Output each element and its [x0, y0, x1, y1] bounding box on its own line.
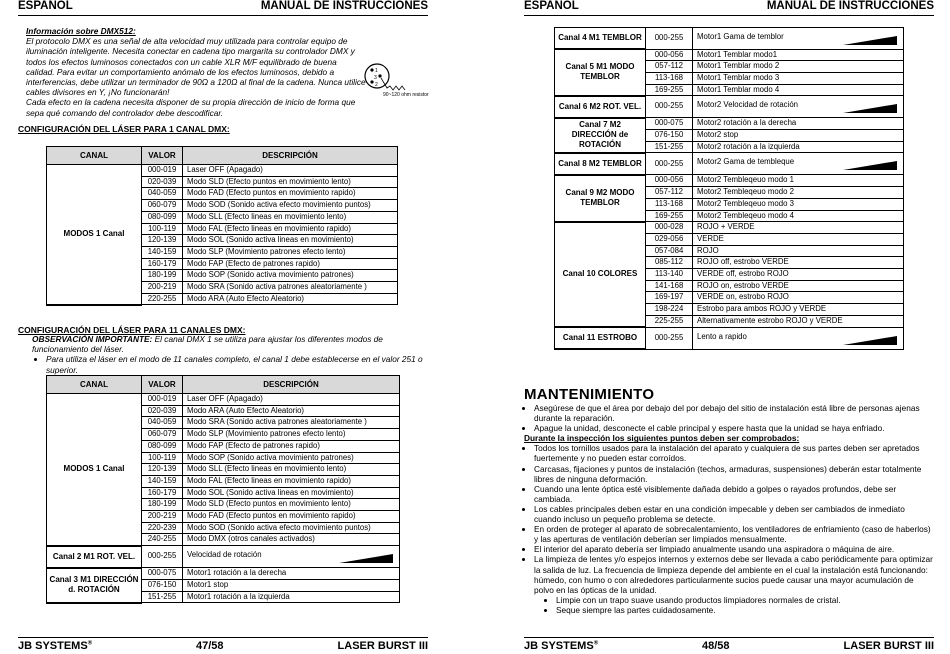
description-cell	[183, 223, 398, 235]
description-cell	[183, 258, 398, 270]
description-cell	[183, 165, 398, 177]
value-cell: 100-119	[142, 223, 183, 235]
description-text: Modo SLP (Movimiento patrones efecto lento)	[187, 429, 346, 439]
description-cell	[693, 84, 904, 96]
value-cell: 000-075	[142, 568, 183, 580]
description-text: Motor1 Gama de temblor	[697, 31, 784, 41]
description-cell	[183, 211, 398, 223]
description-cell	[693, 61, 904, 73]
table-row	[555, 175, 904, 187]
note-label: OBSERVACIÓN IMPORTANTE:	[32, 334, 153, 344]
value-cell: 140-159	[142, 246, 183, 258]
description-cell	[183, 579, 400, 591]
list-item: • Limpie con un trapo suave usando productos limpiadores normales de cristal.	[556, 595, 934, 605]
value-cell: 020-039	[142, 405, 183, 417]
description-text: Modo SLL (Efecto lineas en movimiento lento)	[187, 211, 347, 221]
product-name: LASER BURST III	[843, 640, 934, 652]
language-label: ESPAÑOL	[524, 0, 579, 12]
page-header	[18, 0, 428, 16]
ramp-icon	[843, 161, 897, 170]
description-text: Motor2 rotación a la derecha	[697, 118, 797, 128]
value-cell: 057-084	[646, 245, 693, 257]
description-text: Estrobo para ambos ROJO y VERDE	[697, 304, 827, 314]
maintenance-section	[524, 403, 934, 615]
description-cell	[693, 153, 904, 175]
description-text: VERDE on, estrobo ROJO	[697, 292, 789, 302]
description-text: Motor1 Temblar modo 3	[697, 72, 780, 82]
list-item: • La limpieza de lentes y/o espejos internos y externos debe ser llevada a cabo periódicamente para optimizar la salida de luz. La frecuencia de limpieza depende del ambiente en el cual la instalación está funcionando: húmedo, con humo o con alrededores particularmente sucios puede causar una mayor acumulación de polvo en las ópticas de la unidad.	[534, 554, 934, 594]
value-cell: 198-224	[646, 304, 693, 316]
value-cell: 057-112	[646, 187, 693, 199]
description-cell	[183, 270, 398, 282]
description-text: Modo SLD (Efecto puntos en movimiento lento)	[187, 499, 351, 509]
list-item: • Apague la unidad, desconecte el cable principal y espere hasta que la unidad se haya enfriado.	[534, 423, 934, 433]
description-text: Lento a rapido	[697, 331, 747, 341]
description-text: VERDE	[697, 233, 724, 243]
description-text: Modo SOL (Sonido activa lineas en movimiento)	[187, 235, 354, 245]
value-cell: 141-168	[646, 280, 693, 292]
table-row	[47, 546, 400, 568]
description-cell	[693, 233, 904, 245]
value-cell: 040-059	[142, 417, 183, 429]
description-text: Modo SOD (Sonido activa efecto movimiento puntos)	[187, 522, 371, 532]
xlr-pin-2: 2	[375, 82, 378, 88]
description-cell	[183, 176, 398, 188]
value-cell: 000-056	[646, 49, 693, 61]
value-cell: 000-255	[646, 96, 693, 118]
description-cell	[183, 246, 398, 258]
value-cell: 240-255	[142, 534, 183, 546]
description-cell	[693, 315, 904, 327]
description-text: Modo FAL (Efecto lineas en movimiento rapido)	[187, 475, 351, 485]
xlr-pin-3: 3	[374, 75, 377, 81]
description-cell	[183, 452, 400, 464]
description-cell	[693, 269, 904, 281]
value-cell: 060-079	[142, 429, 183, 441]
description-text: Modo FAP (Efecto de patrones rapido)	[187, 258, 320, 268]
description-cell	[183, 394, 400, 406]
description-text: Alternativamente estrobo ROJO y VERDE	[697, 315, 843, 325]
description-cell	[693, 72, 904, 84]
value-cell: 000-255	[646, 28, 693, 50]
description-text: Modo SLP (Movimiento patrones efecto lento)	[187, 246, 346, 256]
description-cell	[183, 293, 398, 305]
value-cell: 076-150	[142, 579, 183, 591]
list-item: • Asegúrese de que el área por debajo del por debajo del sitio de instalación está libre de personas ajenas durante la reparación.	[534, 403, 934, 423]
table-row	[47, 394, 400, 406]
description-text: Modo ARA (Auto Efecto Aleatorio)	[187, 405, 305, 415]
description-text: Motor2 Velocidad de rotación	[697, 100, 798, 110]
value-cell: 080-099	[142, 211, 183, 223]
note-text: El canal DMX 1 se utiliza para ajustar los diferentes modos de funcionamiento del láser.	[32, 334, 383, 355]
value-cell: 000-255	[646, 327, 693, 349]
description-cell	[183, 475, 400, 487]
description-text: Modo FAP (Efecto de patrones rapido)	[187, 440, 320, 450]
description-text: Motor2 rotación a la izquierda	[697, 141, 800, 151]
xlr-connector-icon	[363, 58, 429, 104]
table-row	[47, 568, 400, 580]
description-cell	[183, 522, 400, 534]
description-text: Laser OFF (Apagado)	[187, 394, 263, 403]
value-cell: 220-255	[142, 293, 183, 305]
ramp-icon	[843, 104, 897, 113]
col-valor: VALOR	[142, 147, 183, 165]
left-page	[18, 0, 428, 654]
description-text: Modo SRA (Sonido activa patrones aleatoriamente )	[187, 417, 367, 427]
description-text: ROJO + VERDE	[697, 222, 755, 232]
table-11ch-continued	[554, 27, 904, 350]
channel-cell: Canal 4 M1 TEMBLOR	[555, 28, 646, 50]
description-cell	[183, 568, 400, 580]
value-cell: 180-199	[142, 499, 183, 511]
channel-cell: Canal 5 M1 MODO TEMBLOR	[555, 49, 646, 96]
description-text: ROJO	[697, 245, 719, 255]
description-text: Modo SRA (Sonido activa patrones aleatoriamente )	[187, 282, 367, 292]
description-cell	[183, 440, 400, 452]
page-footer	[18, 637, 428, 654]
dmx512-title: Información sobre DMX512:	[26, 26, 136, 36]
page-header	[524, 0, 934, 16]
xlr-pin-1: 1	[375, 68, 378, 74]
value-cell: 100-119	[142, 452, 183, 464]
col-canal: CANAL	[47, 376, 142, 394]
value-cell: 113-140	[646, 269, 693, 281]
description-text: VERDE off, estrobo ROJO	[697, 269, 789, 279]
description-cell	[183, 235, 398, 247]
list-item: • El interior del aparato debería ser limpiado anualmente usando una aspiradora o máquina de aire.	[534, 544, 934, 554]
value-cell: 000-019	[142, 394, 183, 406]
description-cell	[693, 141, 904, 153]
value-cell: 151-255	[142, 591, 183, 603]
table-1ch	[46, 146, 398, 306]
right-page	[524, 0, 934, 654]
table-row	[555, 118, 904, 130]
page-number: 47/58	[196, 640, 224, 652]
list-item: • Seque siempre las partes cuidadosamente.	[556, 605, 934, 615]
description-cell	[693, 28, 904, 50]
description-cell	[183, 200, 398, 212]
value-cell: 140-159	[142, 475, 183, 487]
brand-name: JB SYSTEMS®	[524, 640, 599, 652]
value-cell: 113-168	[646, 198, 693, 210]
description-text: Modo FAD (Efecto puntos en movimiento rapido)	[187, 188, 356, 198]
description-cell	[693, 49, 904, 61]
table-row	[555, 28, 904, 50]
dmx512-paragraph-2: Cada efecto en la cadena necesita disponer de su propia dirección de inicio de forma que sepa qué comando del controlador debe descodificar.	[26, 97, 356, 118]
description-text: Modo DMX (otros canales activados)	[187, 534, 315, 544]
important-note	[32, 334, 432, 375]
table-row	[555, 96, 904, 118]
col-valor: VALOR	[142, 376, 183, 394]
description-text: Motor2 Tembleqeuo modo 1	[697, 175, 794, 185]
value-cell: 000-255	[142, 546, 183, 568]
description-cell	[693, 257, 904, 269]
table-row	[555, 153, 904, 175]
description-text: Motor1 Temblar modo 4	[697, 84, 780, 94]
value-cell: 169-197	[646, 292, 693, 304]
channel-cell: Canal 6 M2 ROT. VEL.	[555, 96, 646, 118]
page-number: 48/58	[702, 640, 730, 652]
channel-cell: Canal 10 COLORES	[555, 222, 646, 327]
description-cell	[183, 511, 400, 523]
ramp-icon	[339, 554, 393, 563]
channel-cell: Canal 3 M1 DIRECCIÓN d. ROTACIÓN	[47, 568, 142, 603]
ramp-icon	[843, 336, 897, 345]
value-cell: 000-075	[646, 118, 693, 130]
description-cell	[693, 245, 904, 257]
value-cell: 160-179	[142, 487, 183, 499]
table-row	[555, 222, 904, 234]
description-text: Modo SOL (Sonido activa lineas en movimiento)	[187, 487, 354, 497]
description-text: Modo ARA (Auto Efecto Aleatorio)	[187, 293, 305, 303]
value-cell: 225-255	[646, 315, 693, 327]
description-text: Motor1 rotación a la izquierda	[187, 591, 290, 601]
description-text: Motor2 stop	[697, 130, 739, 140]
description-text: Motor1 Temblar modo1	[697, 49, 778, 59]
section-11ch-title: CONFIGURACIÓN DEL LÁSER PARA 11 CANALES DMX:	[18, 325, 246, 335]
description-cell	[693, 304, 904, 316]
manual-title: MANUAL DE INSTRUCCIONES	[260, 0, 428, 12]
description-cell	[183, 534, 400, 546]
description-cell	[693, 292, 904, 304]
value-cell: 120-139	[142, 235, 183, 247]
table-11ch	[46, 375, 400, 604]
value-cell: 120-139	[142, 464, 183, 476]
description-cell	[183, 499, 400, 511]
table-row	[47, 165, 398, 177]
description-cell	[693, 130, 904, 142]
brand-name: JB SYSTEMS®	[18, 640, 93, 652]
list-item: • Todos los tornillos usados para la instalación del aparato y cualquiera de sus partes deben ser apretados fuertemente y no pueden estar corroídos.	[534, 443, 934, 463]
page-footer	[524, 637, 934, 654]
description-text: Velocidad de rotación	[187, 550, 262, 560]
value-cell: 000-255	[646, 153, 693, 175]
description-text: Motor1 rotación a la derecha	[187, 568, 287, 578]
product-name: LASER BURST III	[337, 640, 428, 652]
channel-cell: Canal 11 ESTROBO	[555, 327, 646, 349]
description-cell	[693, 187, 904, 199]
description-text: Motor2 Tembleqeuo modo 4	[697, 210, 794, 220]
description-text: Motor2 Tembleqeuo modo 3	[697, 198, 794, 208]
resistor-label: 90~120 ohm resistor	[383, 92, 429, 98]
description-text: Modo FAL (Efecto lineas en movimiento rapido)	[187, 223, 351, 233]
description-text: ROJO on, estrobo VERDE	[697, 280, 789, 290]
inspection-title: Durante la inspección los siguientes puntos deben ser comprobados:	[524, 433, 800, 444]
table-row	[555, 327, 904, 349]
maintenance-title: MANTENIMIENTO	[524, 386, 655, 403]
list-item: • Los cables principales deben estar en una condición impecable y deben ser cambiados de inmediato cuando incluso un pequeño problema se detecte.	[534, 504, 934, 524]
description-text: Modo SOP (Sonido activa movimiento patrones)	[187, 270, 354, 280]
value-cell: 076-150	[646, 130, 693, 142]
description-cell	[183, 464, 400, 476]
description-text: Modo SLD (Efecto puntos en movimiento lento)	[187, 176, 351, 186]
channel-cell: MODOS 1 Canal	[47, 394, 142, 546]
description-cell	[693, 210, 904, 222]
description-text: Laser OFF (Apagado)	[187, 165, 263, 174]
col-descripcion: DESCRIPCIÓN	[183, 376, 400, 394]
channel-cell: Canal 7 M2 DIRECCIÓN de ROTACIÓN	[555, 118, 646, 153]
value-cell: 160-179	[142, 258, 183, 270]
description-cell	[693, 222, 904, 234]
language-label: ESPAÑOL	[18, 0, 73, 12]
value-cell: 169-255	[646, 210, 693, 222]
table-row	[555, 49, 904, 61]
col-canal: CANAL	[47, 147, 142, 165]
value-cell: 169-255	[646, 84, 693, 96]
value-cell: 000-028	[646, 222, 693, 234]
channel-cell: MODOS 1 Canal	[47, 165, 142, 305]
value-cell: 000-056	[646, 175, 693, 187]
list-item: • Carcasas, fijaciones y puntos de instalación (techos, armaduras, suspensiones) deberán estar totalmente libres de ninguna deformación.	[534, 464, 934, 484]
description-cell	[183, 188, 398, 200]
description-cell	[693, 96, 904, 118]
value-cell: 000-019	[142, 165, 183, 177]
description-cell	[183, 282, 398, 294]
value-cell: 060-079	[142, 200, 183, 212]
description-cell	[693, 280, 904, 292]
description-text: Modo SLL (Efecto lineas en movimiento lento)	[187, 464, 347, 474]
value-cell: 200-219	[142, 282, 183, 294]
description-cell	[183, 591, 400, 603]
description-cell	[693, 175, 904, 187]
description-text: Modo SOP (Sonido activa movimiento patrones)	[187, 452, 354, 462]
description-cell	[183, 405, 400, 417]
description-cell	[183, 546, 400, 568]
value-cell: 080-099	[142, 440, 183, 452]
section-1ch-title: CONFIGURACIÓN DEL LÁSER PARA 1 CANAL DMX:	[18, 124, 230, 134]
value-cell: 040-059	[142, 188, 183, 200]
ramp-icon	[843, 36, 897, 45]
value-cell: 151-255	[646, 141, 693, 153]
value-cell: 200-219	[142, 511, 183, 523]
description-text: Modo FAD (Efecto puntos en movimiento rapido)	[187, 511, 356, 521]
value-cell: 029-056	[646, 233, 693, 245]
description-text: Modo SOD (Sonido activa efecto movimiento puntos)	[187, 200, 371, 210]
value-cell: 057-112	[646, 61, 693, 73]
col-descripcion: DESCRIPCIÓN	[183, 147, 398, 165]
channel-cell: Canal 2 M1 ROT. VEL.	[47, 546, 142, 568]
value-cell: 113-168	[646, 72, 693, 84]
dmx512-paragraph: El protocolo DMX es una señal de alta velocidad muy utilizada para controlar equipo de iluminación inteligente. Necesita conectar en cadena tipo margarita su controlador DMX y todos los efectos luminosos conectados con un cable XLR M/F equilibrado de buena calidad. Para evitar un comportamiento anómalo de los efectos luminosos, debido a interferencias, debe utilizar un terminador de 90Ω a 120Ω al final de la cadena. Nunca utilice cables divisores en Y, ¡No funcionarán!	[26, 36, 366, 98]
value-cell: 020-039	[142, 176, 183, 188]
description-cell	[183, 429, 400, 441]
manual-title: MANUAL DE INSTRUCCIONES	[766, 0, 934, 12]
list-item: • En orden de proteger al aparato de sobrecalentamiento, los ventiladores de enfriamiento (caso de haberlos) y las aperturas de ventilación deberían ser limpiados mensualmente.	[534, 524, 934, 544]
description-text: Motor1 stop	[187, 579, 229, 589]
channel-cell: Canal 9 M2 MODO TEMBLOR	[555, 175, 646, 222]
value-cell: 085-112	[646, 257, 693, 269]
description-cell	[183, 417, 400, 429]
channel-cell: Canal 8 M2 TEMBLOR	[555, 153, 646, 175]
description-cell	[693, 327, 904, 349]
description-text: ROJO off, estrobo VERDE	[697, 257, 789, 267]
description-cell	[183, 487, 400, 499]
description-text: Motor2 Tembleqeuo modo 2	[697, 187, 794, 197]
description-text: Motor1 Temblar modo 2	[697, 61, 780, 71]
description-cell	[693, 118, 904, 130]
list-item: • Cuando una lente óptica esté visiblemente dañada debido a golpes o rayados profundos, debe ser cambiada.	[534, 484, 934, 504]
value-cell: 180-199	[142, 270, 183, 282]
description-text: Motor2 Gama de tembleque	[697, 157, 795, 167]
value-cell: 220-239	[142, 522, 183, 534]
note-bullet: • Para utiliza el láser en el modo de 11 canales completo, el canal 1 debe establecerse en el valor 251 o superior.	[46, 354, 432, 374]
description-cell	[693, 198, 904, 210]
